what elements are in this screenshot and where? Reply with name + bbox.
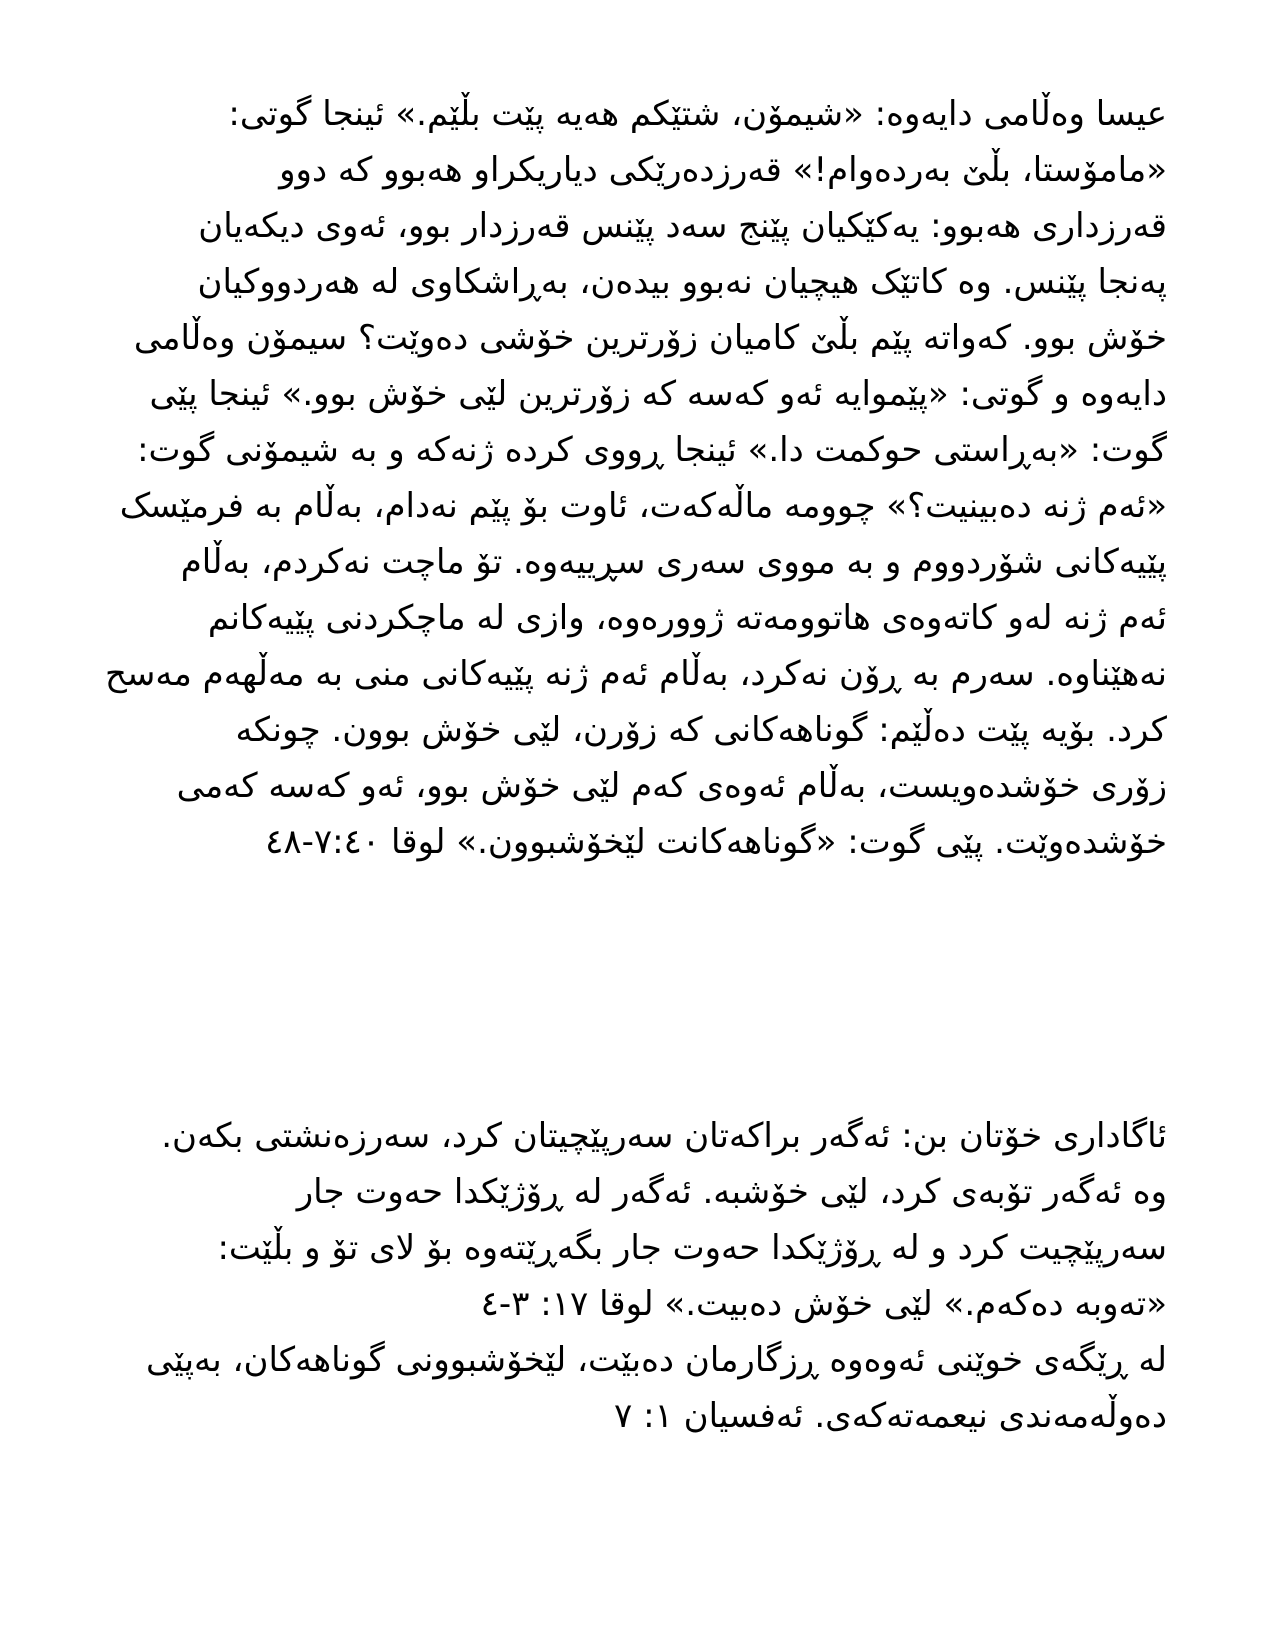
- text-line: دایەوە و گوتی: «پێموایە ئەو کەسە کە زۆرترین لێی خۆش بوو.» ئینجا پێی: [149, 374, 1167, 414]
- text-line: قەرزداری هەبوو: یەکێکیان پێنج سەد پێنس قەرزدار بوو، ئەوی دیکەیان: [198, 206, 1167, 246]
- text-line: ئەم ژنە لەو کاتەوەی هاتوومەتە ژوورەوە، وازی لە ماچکردنی پێیەکانم: [207, 598, 1167, 638]
- text-line: گوت: «بەڕاستی حوکمت دا.» ئینجا ڕووی کردە ژنەکە و بە شیمۆنی گوت:: [137, 430, 1167, 470]
- paragraph-luke-7: [104, 86, 1167, 870]
- text-line: وە ئەگەر تۆبەی کرد، لێی خۆشبە. ئەگەر لە ڕۆژێکدا حەوت جار: [296, 1172, 1167, 1212]
- text-line: خۆش بوو. کەواتە پێم بڵێ کامیان زۆرترین خۆشی دەوێت؟ سیمۆن وەڵامی: [133, 318, 1167, 358]
- text-line: «ئەم ژنە دەبینیت؟» چوومە ماڵەکەت، ئاوت بۆ پێم نەدام، بەڵام بە فرمێسک: [119, 486, 1167, 526]
- text-line: پێیەکانی شۆردووم و بە مووی سەری سڕییەوە. تۆ ماچت نەکردم، بەڵام: [180, 542, 1167, 582]
- verse-reference-line: خۆشدەوێت. پێی گوت: «گوناهەکانت لێخۆشبوون.» لوقا ٧:٤٠-٤٨: [265, 822, 1167, 862]
- text-line: لە ڕێگەی خوێنی ئەوەوە ڕزگارمان دەبێت، لێخۆشبوونی گوناهەکان، بەپێی: [145, 1340, 1167, 1380]
- text-line: نەهێناوە. سەرم بە ڕۆن نەکرد، بەڵام ئەم ژنە پێیەکانی منی بە مەڵهەم مەسح: [104, 654, 1167, 694]
- text-line: پەنجا پێنس. وە کاتێک هیچیان نەبوو بیدەن، بەڕاشکاوی لە هەردووکیان: [197, 262, 1167, 302]
- text-line: سەرپێچیت کرد و لە ڕۆژێکدا حەوت جار بگەڕێتەوە بۆ لای تۆ و بڵێت:: [217, 1228, 1167, 1268]
- paragraph-luke-17-ephesians: [107, 1108, 1167, 1444]
- text-line: زۆری خۆشدەویست، بەڵام ئەوەی کەم لێی خۆش بوو، ئەو کەسە کەمی: [176, 766, 1167, 806]
- text-line: عیسا وەڵامی دایەوە: «شیمۆن، شتێکم هەیە پێت بڵێم.» ئینجا گوتی:: [228, 94, 1167, 134]
- verse-reference-line: دەوڵەمەندی نیعمەتەکەی. ئەفسیان ١: ٧: [614, 1396, 1167, 1436]
- text-line: «مامۆستا، بڵێ بەردەوام!» قەرزدەرێکی دیاریکراو هەبوو کە دوو: [279, 150, 1167, 190]
- verse-reference-line: «تەوبە دەکەم.» لێی خۆش دەبیت.» لوقا ١٧: ٣-٤: [480, 1284, 1167, 1324]
- text-line: ئاگاداری خۆتان بن: ئەگەر براکەتان سەرپێچیتان کرد، سەرزەنشتی بکەن.: [161, 1116, 1167, 1156]
- text-line: کرد. بۆیە پێت دەڵێم: گوناهەکانی کە زۆرن، لێی خۆش بوون. چونکە: [235, 710, 1167, 750]
